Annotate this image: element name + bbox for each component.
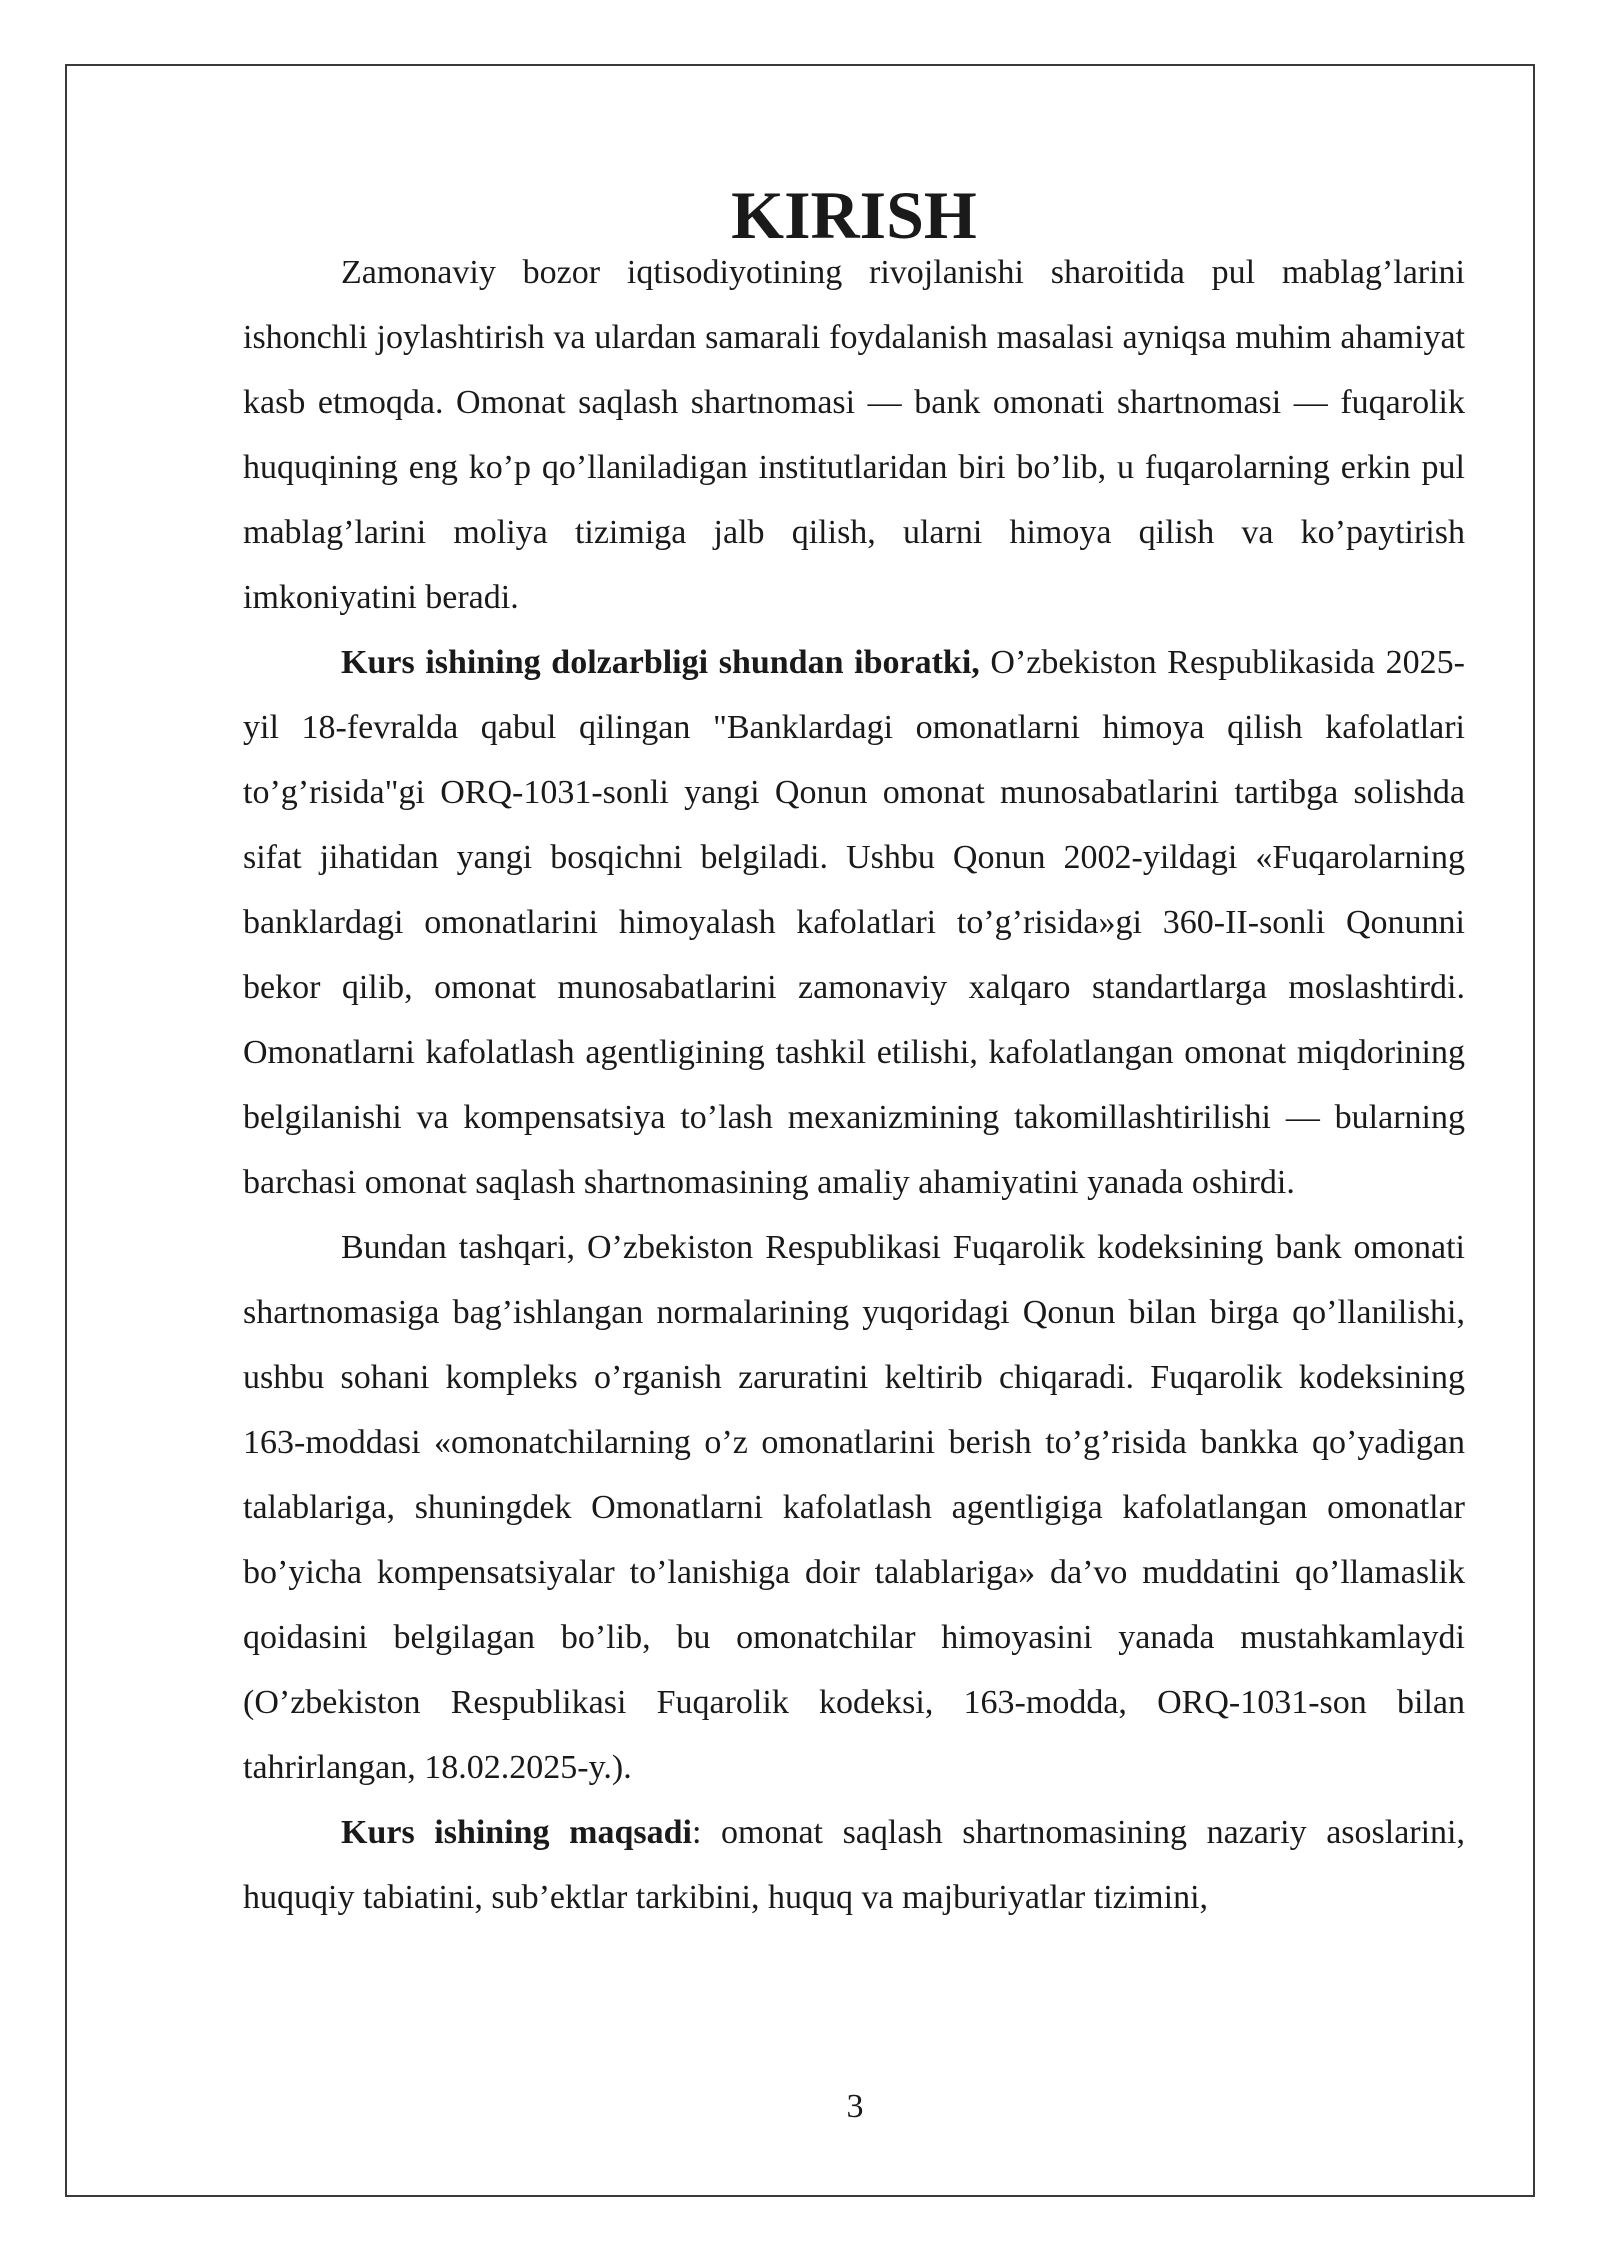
paragraph-intro (243, 240, 1465, 630)
paragraph-lead-bold: Kurs ishining maqsadi (341, 1814, 692, 1851)
paragraph-relevance (243, 630, 1465, 1215)
paragraph-lead-bold: Kurs ishining dolzarbligi shundan iboratki, (341, 644, 980, 681)
paragraph-civil-code (243, 1215, 1465, 1800)
paragraph-text: Bundan tashqari, O’zbekiston Respublikasi Fuqarolik kodeksining bank omonati shartnomasiga bag’ishlangan normalarining yuqoridagi Qonun bilan birga qo’llanilishi, ushbu sohani kompleks o’rganish zaruratini keltirib chiqaradi. Fuqarolik kodeksining 163-moddasi «omonatchilarning o’z omonatlarini berish to’g’risida bankka qo’yadigan talablariga, shuningdek Omonatlarni kafolatlash agentligiga kafolatlangan omonatlar bo’yicha kompensatsiyalar to’lanishiga doir talablariga» da’vo muddatini qo’llamaslik qoidasini belgilagan bo’lib, bu omonatchilar himoyasini yanada mustahkamlaydi (O’zbekiston Respublikasi Fuqarolik kodeksi, 163-modda, ORQ-1031-son bilan tahrirlangan, 18.02.2025-y.). (243, 1229, 1465, 1786)
paragraph-text: : omonat saqlash shartnomasining nazariy asoslarini, huquqiy tabiatini, sub’ektlar tarkibini, huquq va majburiyatlar tizimini, (243, 1814, 1466, 1916)
document-body (243, 177, 1466, 1930)
section-title: KIRISH (731, 177, 977, 253)
page-number: 3 (846, 2088, 864, 2125)
paragraph-goal (243, 1800, 1465, 1930)
paragraph-text: Zamonaviy bozor iqtisodiyotining rivojlanishi sharoitida pul mablag’larini ishonchli joylashtirish va ulardan samarali foydalanish masalasi ayniqsa muhim ahamiyat kasb etmoqda. Omonat saqlash shartnomasi — bank omonati shartnomasi — fuqarolik huquqining eng ko’p qo’llaniladigan institutlaridan biri bo’lib, u fuqarolarning erkin pul mablag’larini moliya tizimiga jalb qilish, ularni himoya qilish va ko’paytirish imkoniyatini beradi. (243, 254, 1465, 616)
paragraph-text: O’zbekiston Respublikasida 2025-yil 18-fevralda qabul qilingan "Banklardagi omonatlarni himoya qilish kafolatlari to’g’risida"gi ORQ-1031-sonli yangi Qonun omonat munosabatlarini tartibga solishda sifat jihatidan yangi bosqichni belgiladi. Ushbu Qonun 2002-yildagi «Fuqarolarning banklardagi omonatlarini himoyalash kafolatlari to’g’risida»gi 360-II-sonli Qonunni bekor qilib, omonat munosabatlarini zamonaviy xalqaro standartlarga moslashtirdi. Omonatlarni kafolatlash agentligining tashkil etilishi, kafolatlangan omonat miqdorining belgilanishi va kompensatsiya to’lash mexanizmining takomillashtirilishi — bularning barchasi omonat saqlash shartnomasining amaliy ahamiyatini yanada oshirdi. (243, 644, 1465, 1201)
